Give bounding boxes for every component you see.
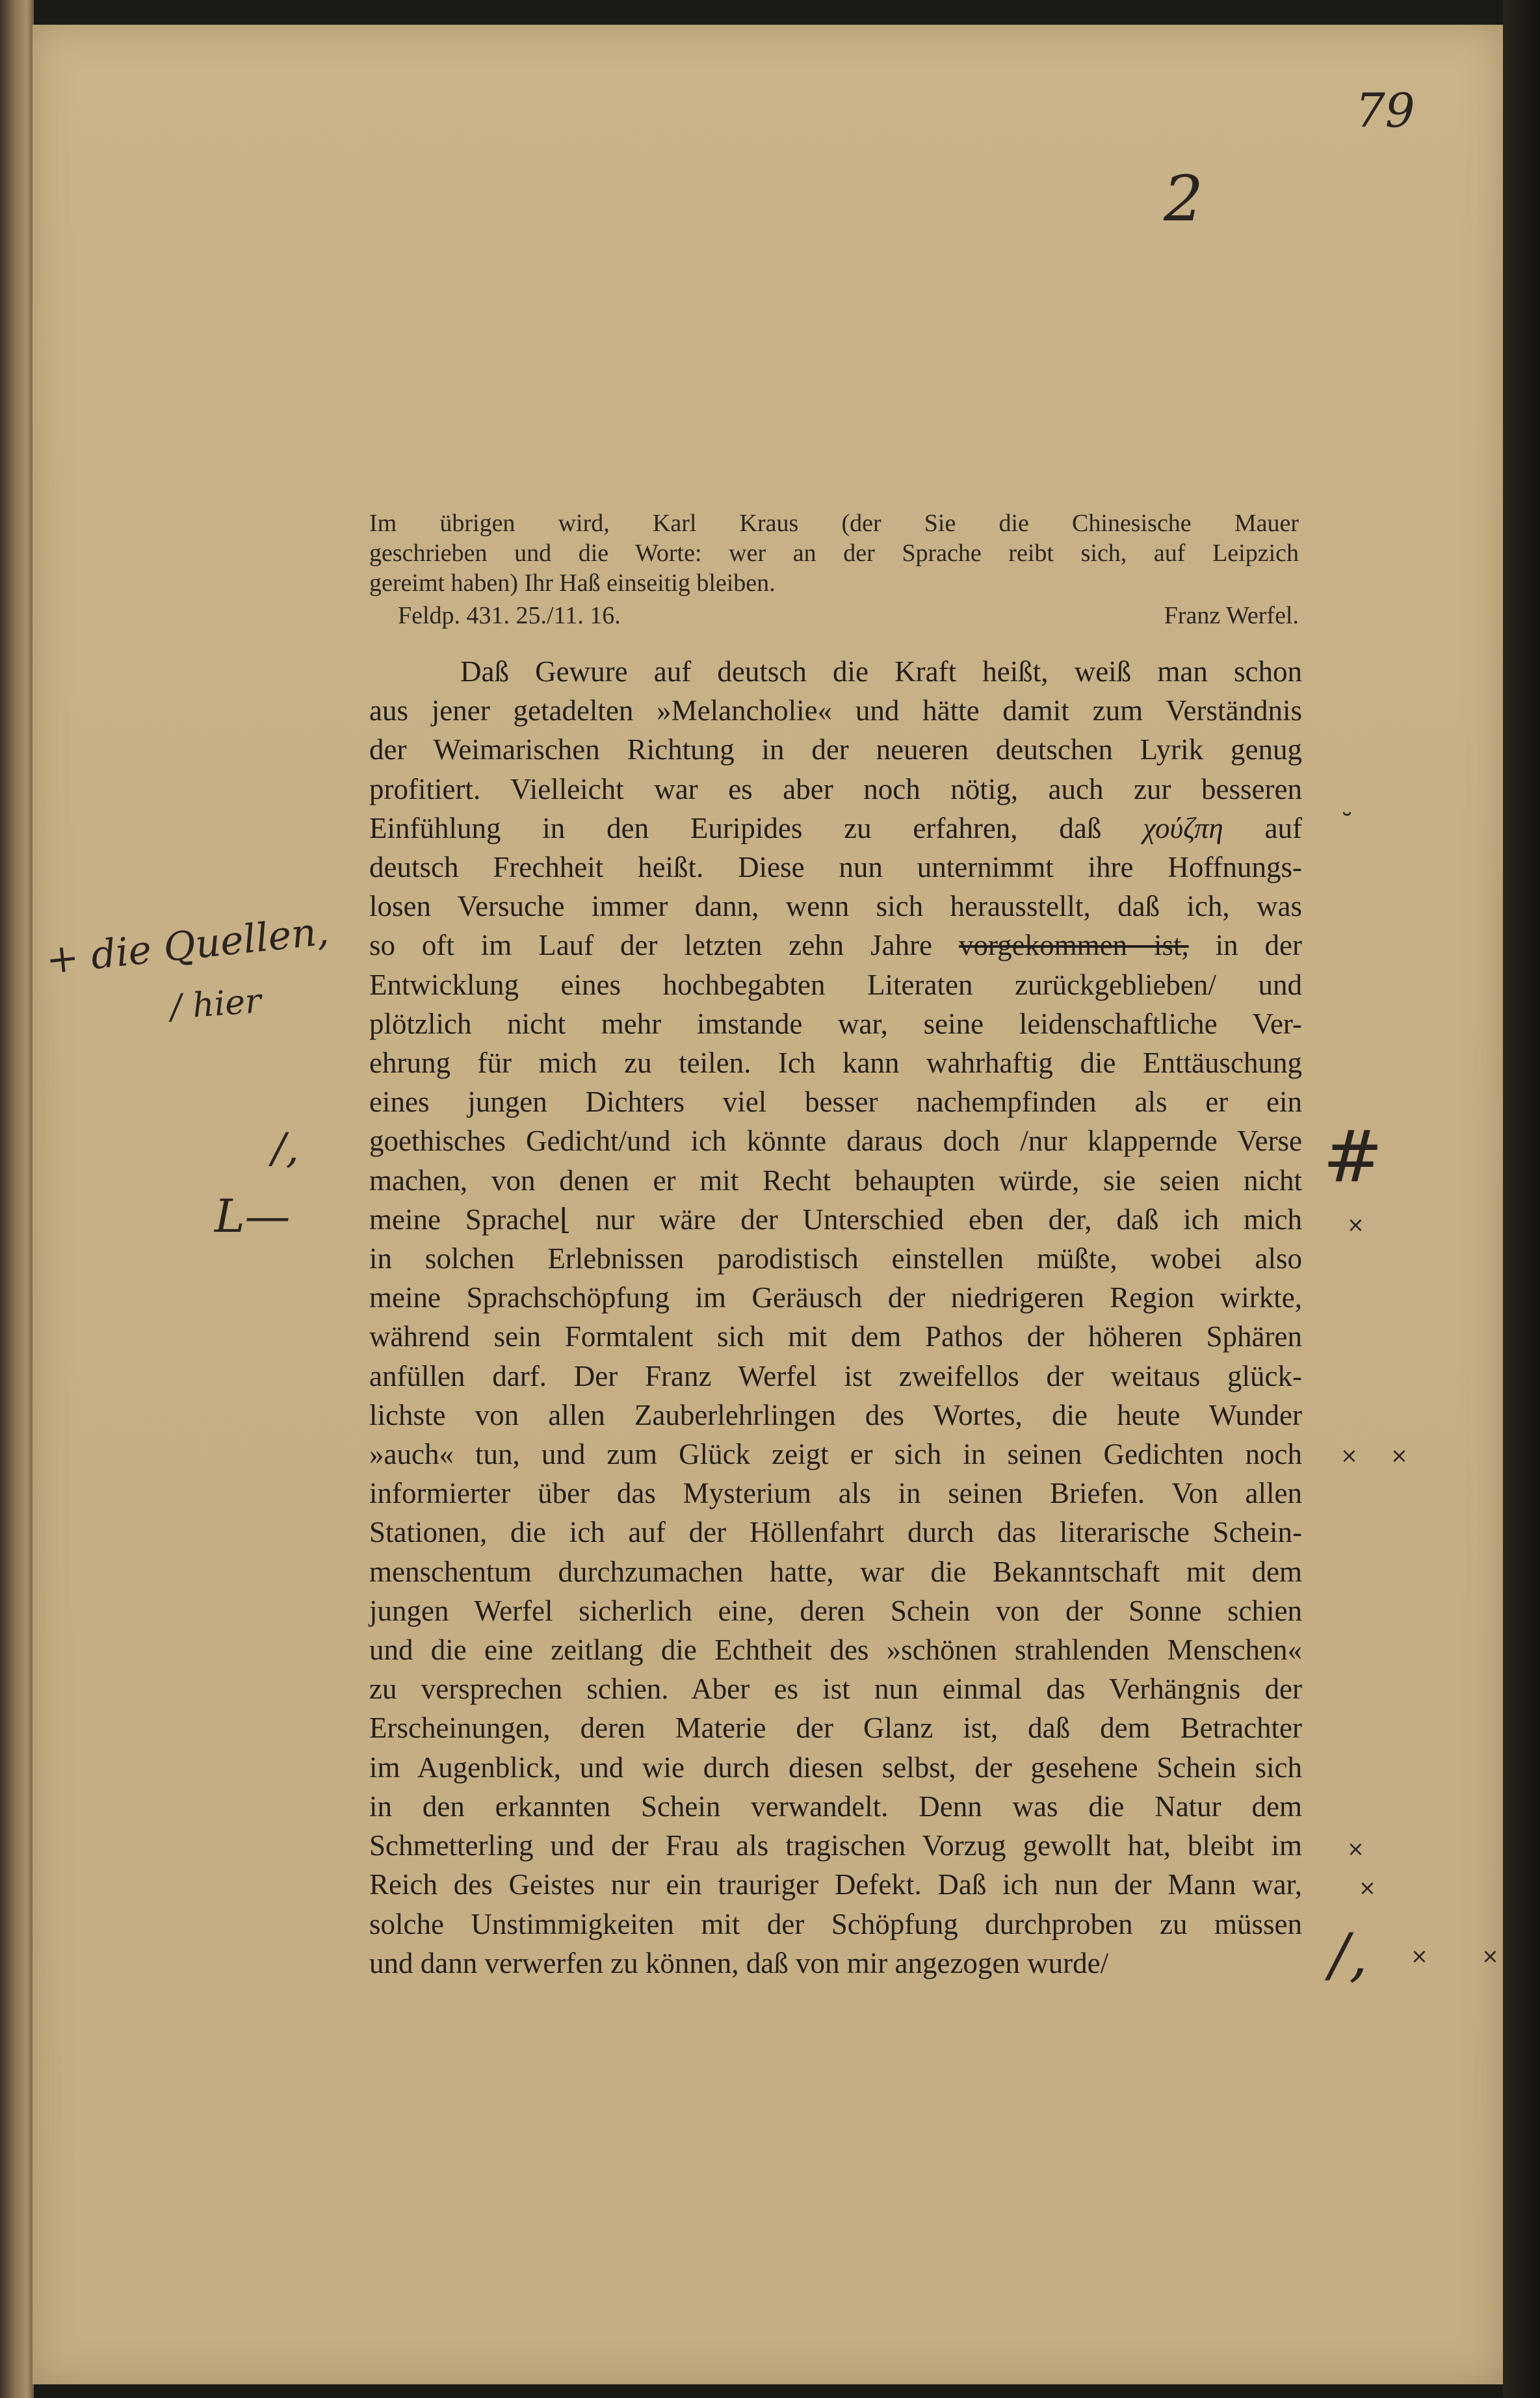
text-line: profitiert. Vielleicht war es aber noch nötig, auch zur besseren xyxy=(369,772,1302,805)
margin-note-hier: / hier xyxy=(169,982,263,1027)
text-line: meine Sprachschöpfung im Geräusch der niedrigeren Region wirkte, xyxy=(369,1281,1302,1314)
quoted-letter xyxy=(369,508,1299,631)
margin-mark: × xyxy=(1347,1212,1364,1237)
text-line: goethisches Gedicht/und ich könnte daraus doch /nur klappernde Verse xyxy=(369,1125,1302,1158)
text-line: Stationen, die ich auf der Höllenfahrt durch das literarische Schein- xyxy=(369,1516,1302,1549)
margin-note-bracket: L— xyxy=(215,1190,291,1243)
text-line: menschentum durchzumachen hatte, war die Bekanntschaft mit dem xyxy=(369,1555,1302,1588)
margin-mark: × × xyxy=(1340,1443,1421,1468)
text-line: der Weimarischen Richtung in der neueren deutschen Lyrik genug xyxy=(369,733,1302,766)
essay-body xyxy=(369,652,1302,1983)
text-line: zu versprechen schien. Aber es ist nun einmal das Verhängnis der xyxy=(369,1673,1302,1706)
text-line: Erscheinungen, deren Materie der Glanz ist, daß dem Betrachter xyxy=(369,1712,1302,1745)
letter-place-date: Feldp. 431. 25./11. 16. xyxy=(398,602,621,629)
text-line: im Augenblick, und wie durch diesen selbst, der gesehene Schein sich xyxy=(369,1751,1302,1784)
margin-mark: × xyxy=(1359,1875,1376,1900)
text-line: meine Sprache⌊ nur wäre der Unterschied eben der, daß ich mich xyxy=(369,1203,1302,1236)
text-line: machen, von denen er mit Recht behaupten würde, sie seien nicht xyxy=(369,1164,1302,1197)
text-line: in den erkannten Schein verwandelt. Denn was die Natur dem xyxy=(369,1790,1302,1823)
text-line: Reich des Geistes nur ein trauriger Defekt. Daß ich nun der Mann war, xyxy=(369,1868,1302,1901)
text-line: plötzlich nicht mehr imstande war, seine leidenschaftliche Ver- xyxy=(369,1007,1302,1040)
page-number: 2 xyxy=(1164,163,1204,235)
struck-text: vorgekommen ist, xyxy=(958,929,1189,962)
margin-mark: × × xyxy=(1411,1944,1522,1968)
book-spine xyxy=(0,0,34,2398)
text-line: und die eine zeitlang die Echtheit des »schönen strahlenden Menschen« xyxy=(369,1634,1302,1667)
text-line: losen Versuche immer dann, wenn sich herausstellt, daß ich, was xyxy=(369,890,1302,923)
text-line: Daß Gewure auf deutsch die Kraft heißt, weiß man schon xyxy=(460,655,1302,688)
text-line: lichste von allen Zauberlehrlingen des Wortes, die heute Wunder xyxy=(369,1398,1302,1431)
margin-mark: × xyxy=(1347,1836,1364,1861)
text-line: aus jener getadelten »Melancholie« und hätte damit zum Verständnis xyxy=(369,694,1302,727)
text-line: informierter über das Mysterium als in seinen Briefen. Von allen xyxy=(369,1477,1302,1510)
text-line: anfüllen darf. Der Franz Werfel ist zweifellos der weitaus glück- xyxy=(369,1359,1302,1392)
letter-signature: Franz Werfel. xyxy=(1164,602,1299,629)
text-run: Einfühlung in den Euripides zu erfahren, daß xyxy=(369,811,1102,844)
margin-mark-hash: # xyxy=(1323,1115,1383,1198)
text-line xyxy=(369,809,1302,848)
text-line: ehrung für mich zu teilen. Ich kann wahrhaftig die Enttäuschung xyxy=(369,1047,1302,1080)
text-line: solche Unstimmigkeiten mit der Schöpfung durchproben zu müssen xyxy=(369,1907,1302,1940)
margin-mark-slash: /, xyxy=(1329,1921,1368,1989)
letter-line: gereimt haben) Ihr Haß einseitig bleiben. xyxy=(369,569,776,597)
margin-mark: ˘ xyxy=(1340,809,1353,839)
text-line: jungen Werfel sicherlich eine, deren Schein von der Sonne schien xyxy=(369,1594,1302,1627)
text-run: auf xyxy=(1264,811,1302,844)
text-line: deutsch Frechheit heißt. Diese nun unternimmt ihre Hoffnungs- xyxy=(369,851,1302,884)
text-line: in solchen Erlebnissen parodistisch einstellen müßte, wobei also xyxy=(369,1242,1302,1275)
margin-note-comma: /, xyxy=(272,1125,299,1173)
text-line: »auch« tun, und zum Glück zeigt er sich in seinen Gedichten noch xyxy=(369,1438,1302,1471)
page-edge-shadow xyxy=(1503,0,1540,2398)
folio-number: 79 xyxy=(1355,83,1415,138)
letter-line: Im übrigen wird, Karl Kraus (der Sie die Chinesische Mauer xyxy=(369,510,1299,537)
text-line: und dann verwerfen zu können, daß von mir angezogen wurde/ xyxy=(369,1946,1109,1979)
text-run: so oft im Lauf der letzten zehn Jahre xyxy=(369,929,933,962)
greek-word: χούζπη xyxy=(1143,811,1223,844)
text-line: eines jungen Dichters viel besser nachempfinden als er ein xyxy=(369,1086,1302,1119)
letter-footer xyxy=(369,601,1299,631)
text-line xyxy=(369,926,1302,965)
margin-note-quellen: + die Quellen, xyxy=(44,908,331,984)
text-line: während sein Formtalent sich mit dem Pathos der höheren Sphären xyxy=(369,1320,1302,1353)
letter-line: geschrieben und die Worte: wer an der Sprache reibt sich, auf Leipzich xyxy=(369,540,1299,567)
text-line: Entwicklung eines hochbegabten Literaten zurückgeblieben/ und xyxy=(369,968,1302,1001)
text-run: in der xyxy=(1215,929,1303,962)
text-line: Schmetterling und der Frau als tragischen Vorzug gewollt hat, bleibt im xyxy=(369,1829,1302,1862)
